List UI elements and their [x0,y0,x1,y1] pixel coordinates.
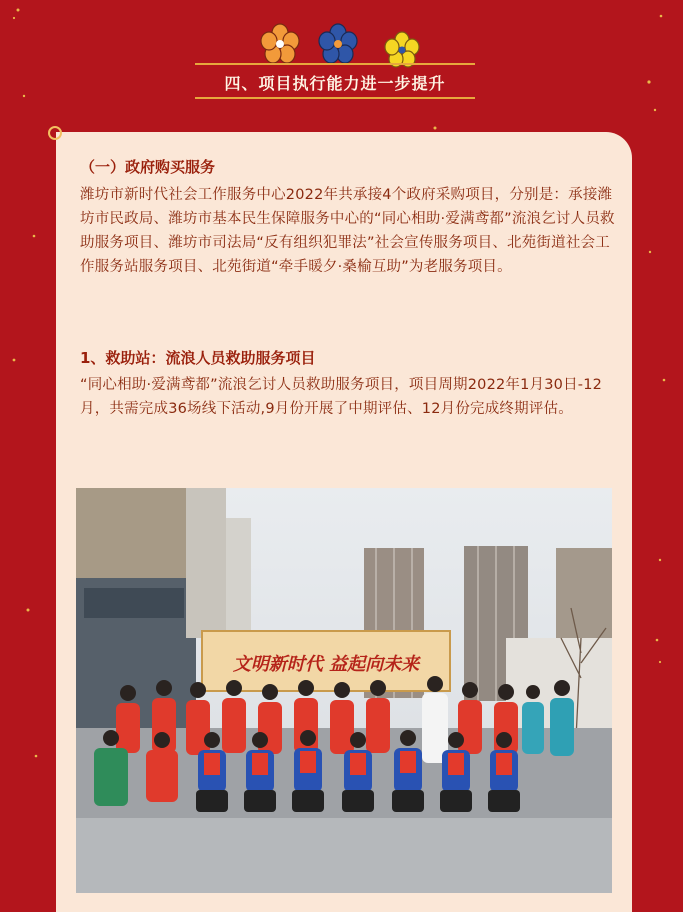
title-top-line [195,63,475,65]
section-title-banner [195,63,475,99]
group-photo-illustration [76,488,612,893]
section-heading: （一）政府购买服务 [80,158,216,176]
orange-flower-icon [255,22,305,66]
subsection-heading: 1、救助站：流浪人员救助服务项目 [80,349,316,367]
page-title: 四、项目执行能力进一步提升 [224,74,446,93]
banner-text: 文明新时代 益起向未来 [232,654,420,675]
group-photo [76,488,612,893]
section-body: 潍坊市新时代社会工作服务中心2022年共承接4个政府采购项目，分别是：承接潍坊市民政局、潍坊市基本民生保障服务中心的“同心相助·爱满鸢都”流浪乞讨人员救助服务项目、潍坊市司法局“反有组织犯罪法”社会宣传服务项目、北苑街道社会工作服务站服务项目、北苑街道“牵手暖夕·桑榆互助”为老服务项目。 [80,187,615,275]
blue-flower-icon [313,22,363,66]
title-bottom-line [195,97,475,99]
card-corner-ornament [48,126,62,140]
subsection-body: “同心相助·爱满鸢都”流浪乞讨人员救助服务项目，项目周期2022年1月30日-12月，共需完成36场线下活动,9月份开展了中期评估、12月份完成终期评估。 [80,377,603,417]
